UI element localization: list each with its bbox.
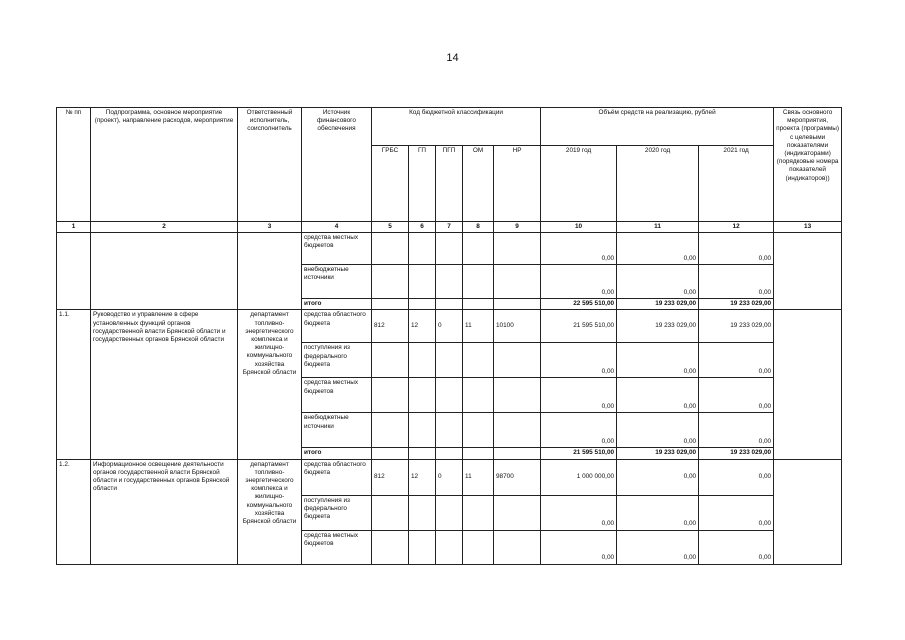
source-label: средства местных бюджетов (302, 233, 372, 265)
total-2021: 19 233 029,00 (699, 448, 774, 459)
value-2019: 1 000 000,00 (541, 459, 617, 495)
source-label: поступления из федерального бюджета (302, 343, 372, 378)
value-2019: 0,00 (541, 413, 617, 448)
code-om: 11 (463, 459, 494, 495)
cont-link-cell (774, 233, 842, 310)
code-nr: 98700 (494, 459, 541, 495)
col-number: 10 (541, 222, 617, 233)
value-2019: 0,00 (541, 233, 617, 265)
code-nr: 10100 (494, 310, 541, 343)
source-label: средства местных бюджетов (302, 378, 372, 413)
value-2019: 0,00 (541, 343, 617, 378)
header-executor: Ответственный исполнитель, соисполнитель (238, 108, 302, 222)
value-2020: 0,00 (617, 459, 699, 495)
item-link-cell (774, 310, 842, 459)
source-label: средства местных бюджетов (302, 530, 372, 564)
page-number: 14 (446, 52, 459, 64)
value-2019: 0,00 (541, 265, 617, 299)
value-2021: 0,00 (699, 413, 774, 448)
source-label: средства областного бюджета (302, 459, 372, 495)
table-row (57, 310, 842, 343)
value-2021: 0,00 (699, 233, 774, 265)
value-2020: 0,00 (617, 265, 699, 299)
value-2021: 0,00 (699, 459, 774, 495)
value-2021: 0,00 (699, 378, 774, 413)
value-2020: 0,00 (617, 413, 699, 448)
value-2020: 0,00 (617, 530, 699, 564)
item-number: 1.1. (57, 310, 91, 459)
col-number: 12 (699, 222, 774, 233)
source-label: внебюджетные источники (302, 413, 372, 448)
total-2020: 19 233 029,00 (617, 299, 699, 310)
item-executor: департамент топливно-энергетического комплекса и жилищно-коммунального хозяйства Брянской области (238, 310, 302, 459)
value-2021: 0,00 (699, 343, 774, 378)
value-2019: 0,00 (541, 495, 617, 530)
header-pgp: ПГП (436, 146, 463, 222)
col-number: 6 (409, 222, 436, 233)
code-grbs: 812 (372, 459, 409, 495)
code-gp: 12 (409, 310, 436, 343)
header-gp: ГП (409, 146, 436, 222)
col-number: 2 (91, 222, 238, 233)
code-pgp: 0 (436, 459, 463, 495)
col-number: 1 (57, 222, 91, 233)
header-2020: 2020 год (617, 146, 699, 222)
total-2019: 21 595 510,00 (541, 448, 617, 459)
source-label: поступления из федерального бюджета (302, 495, 372, 530)
item-link-cell (774, 459, 842, 564)
header-row-1 (57, 108, 842, 146)
code-gp: 12 (409, 459, 436, 495)
item-number: 1.2. (57, 459, 91, 564)
col-number: 13 (774, 222, 842, 233)
header-nr: НР (494, 146, 541, 222)
total-2021: 19 233 029,00 (699, 299, 774, 310)
code-grbs: 812 (372, 310, 409, 343)
total-2020: 19 233 029,00 (617, 448, 699, 459)
value-2020: 0,00 (617, 378, 699, 413)
value-2019: 0,00 (541, 378, 617, 413)
header-grbs: ГРБС (372, 146, 409, 222)
value-2021: 0,00 (699, 495, 774, 530)
header-2019: 2019 год (541, 146, 617, 222)
code-om: 11 (463, 310, 494, 343)
item-name: Руководство и управление в сфере установленных функций органов государственной власти Брянской области и государственных органов Брянской области (91, 310, 238, 459)
item-name: Информационное освещение деятельности органов государственной власти Брянской области и государственных органов Брянской области (91, 459, 238, 564)
item-executor: департамент топливно-энергетического комплекса и жилищно-коммунального хозяйства Брянской области (238, 459, 302, 564)
source-label: внебюджетные источники (302, 265, 372, 299)
source-label: итого (302, 299, 372, 310)
cont-num-cell (57, 233, 91, 310)
header-program: Подпрограмма, основное мероприятие (проект), направление расходов, мероприятие (91, 108, 238, 222)
cont-name-cell (91, 233, 238, 310)
value-2020: 19 233 029,00 (617, 310, 699, 343)
header-om: ОМ (463, 146, 494, 222)
value-2019: 0,00 (541, 530, 617, 564)
budget-table (56, 107, 842, 565)
header-budget-code: Код бюджетной классификации (372, 108, 541, 146)
value-2020: 0,00 (617, 233, 699, 265)
col-number: 7 (436, 222, 463, 233)
column-number-row (57, 222, 842, 233)
header-num: № пп (57, 108, 91, 222)
header-link: Связь основного мероприятия, проекта (программы) с целевыми показателями (индикаторами) (порядковые номера показателей (индикаторов)) (774, 108, 842, 222)
col-number: 8 (463, 222, 494, 233)
header-2021: 2021 год (699, 146, 774, 222)
value-2020: 0,00 (617, 343, 699, 378)
value-2021: 0,00 (699, 530, 774, 564)
cont-executor-cell (238, 233, 302, 310)
value-2021: 19 233 029,00 (699, 310, 774, 343)
value-2021: 0,00 (699, 265, 774, 299)
table-row (57, 459, 842, 495)
header-source: Источник финансового обеспечения (302, 108, 372, 222)
value-2020: 0,00 (617, 495, 699, 530)
col-number: 4 (302, 222, 372, 233)
total-2019: 22 595 510,00 (541, 299, 617, 310)
col-number: 9 (494, 222, 541, 233)
col-number: 11 (617, 222, 699, 233)
source-label: средства областного бюджета (302, 310, 372, 343)
table-row (57, 233, 842, 265)
header-volume: Объём средств на реализацию, рублей (541, 108, 774, 146)
col-number: 3 (238, 222, 302, 233)
col-number: 5 (372, 222, 409, 233)
source-label: итого (302, 448, 372, 459)
code-pgp: 0 (436, 310, 463, 343)
value-2019: 21 595 510,00 (541, 310, 617, 343)
